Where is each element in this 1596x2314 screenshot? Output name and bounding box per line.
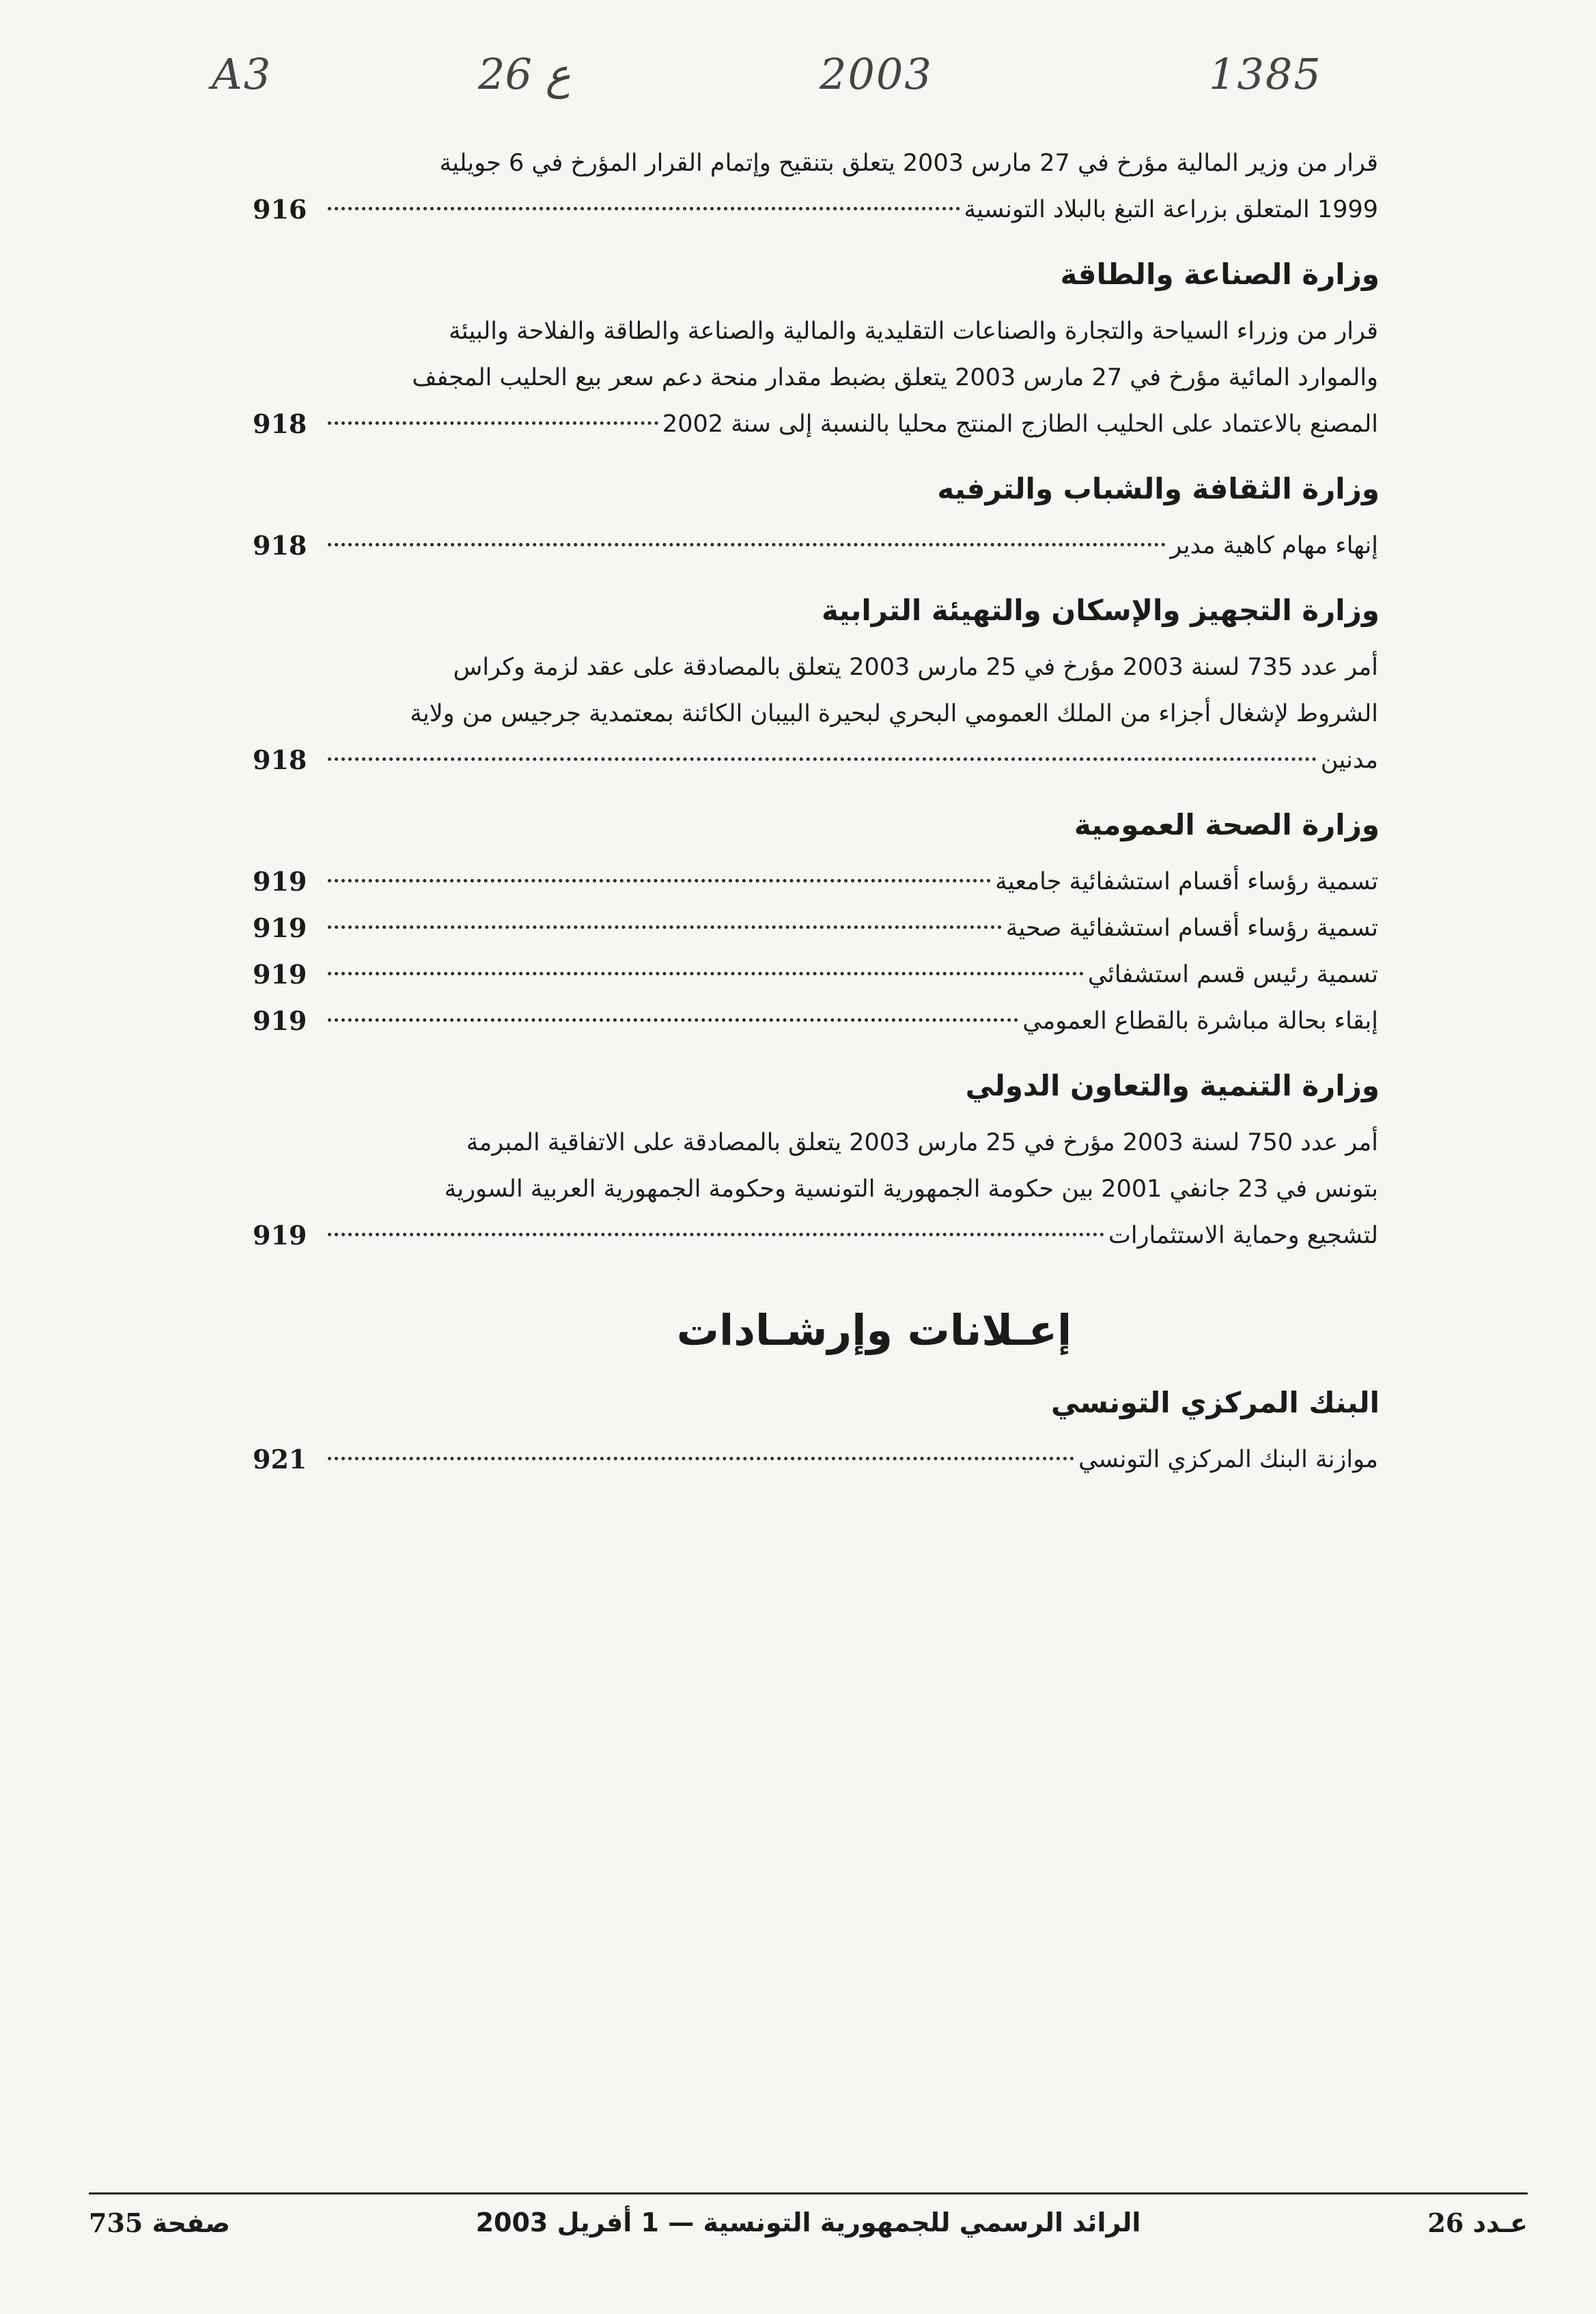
page-number: 919 (253, 959, 307, 990)
section-title-development: وزارة التنمية والتعاون الدولي (965, 1069, 1380, 1102)
toc-entry-culture[interactable] (253, 522, 1380, 569)
leader-dots (328, 542, 1166, 546)
page-number: 918 (253, 530, 307, 561)
toc-entry-health-4[interactable] (253, 998, 1380, 1044)
entry-text-last-line: إنهاء مهام كاهية مدير (1170, 532, 1378, 559)
entry-text-last-line: موازنة البنك المركزي التونسي (1078, 1446, 1378, 1473)
leader-dots (328, 1018, 1018, 1022)
leader-dots (328, 757, 1317, 761)
toc-entry-industry[interactable] (253, 308, 1380, 447)
entry-text-line: أمر عدد 750 لسنة 2003 مؤرخ في 25 مارس 2003 يتعلق بالمصادقة على الاتفاقية المبرمة (466, 1129, 1378, 1156)
handwritten-note-number: 1385 (1209, 49, 1322, 99)
toc-entry-central-bank[interactable] (253, 1436, 1380, 1483)
handwritten-note-year: 2003 (820, 49, 933, 99)
footer-page-number: 735 (89, 2207, 143, 2238)
handwritten-note-issue: 26 ع (478, 49, 571, 99)
entry-text-last-line: تسمية رئيس قسم استشفائي (1087, 961, 1378, 988)
page-number: 919 (253, 912, 307, 943)
section-title-central-bank: البنك المركزي التونسي (1051, 1386, 1380, 1419)
entry-text-line: والموارد المائية مؤرخ في 27 مارس 2003 يتعلق بضبط مقدار منحة دعم سعر بيع الحليب المجفف (412, 364, 1378, 391)
entry-text-last-line: تسمية رؤساء أقسام استشفائية جامعية (995, 868, 1378, 895)
leader-dots (328, 421, 658, 425)
footer-page-label: صفحة (152, 2208, 231, 2238)
entry-text-line: الشروط لإشغال أجزاء من الملك العمومي البحري لبحيرة البيبان الكائنة بمعتمدية جرجيس من ولاية (410, 700, 1378, 727)
entry-text-line: أمر عدد 735 لسنة 2003 مؤرخ في 25 مارس 2003 يتعلق بالمصادقة على عقد لزمة وكراس (453, 654, 1378, 681)
footer-publication: الرائد الرسمي للجمهورية التونسية — 1 أفريل 2003 (475, 2207, 1141, 2238)
toc-entry-health-3[interactable] (253, 951, 1380, 998)
entry-text-last-line: تسمية رؤساء أقسام استشفائية صحية (1005, 915, 1378, 942)
page-number: 919 (253, 1005, 307, 1036)
section-title-equipment: وزارة التجهيز والإسكان والتهيئة الترابية (822, 594, 1380, 627)
leader-dots (328, 1232, 1104, 1236)
entry-text-last-line: لتشجيع وحماية الاستثمارات (1108, 1222, 1378, 1249)
entry-text-last-line: إبقاء بحالة مباشرة بالقطاع العمومي (1022, 1007, 1378, 1035)
leader-dots (328, 1456, 1074, 1460)
toc-entry-equipment[interactable] (253, 644, 1380, 783)
page-number: 919 (253, 1220, 307, 1251)
toc-entry-finance[interactable] (253, 140, 1380, 233)
toc-entry-health-2[interactable] (253, 905, 1380, 951)
leader-dots (328, 925, 1002, 929)
footer-issue-number: 26 (1427, 2207, 1464, 2238)
toc-entry-health-1[interactable] (253, 859, 1380, 905)
section-title-culture: وزارة الثقافة والشباب والترفيه (937, 472, 1380, 505)
page-number: 921 (253, 1444, 307, 1475)
leader-dots (328, 878, 991, 882)
entry-text-line: بتونس في 23 جانفي 2001 بين حكومة الجمهورية التونسية وحكومة الجمهورية العربية السورية (444, 1175, 1378, 1203)
entry-text-last-line: المصنع بالاعتماد على الحليب الطازج المنتج محليا بالنسبة إلى سنة 2002 (662, 410, 1378, 438)
page-footer (89, 2207, 1528, 2248)
table-of-contents (253, 140, 1380, 1483)
leader-dots (328, 206, 960, 210)
entry-text-last-line: مدنين (1320, 747, 1378, 774)
page-number: 919 (253, 866, 307, 897)
footer-divider (89, 2192, 1528, 2194)
entry-text-last-line: 1999 المتعلق بزراعة التبغ بالبلاد التونسية (964, 196, 1378, 223)
leader-dots (328, 971, 1084, 975)
page-number: 916 (253, 194, 307, 225)
page-number: 918 (253, 744, 307, 775)
section-title-industry: وزارة الصناعة والطاقة (1060, 257, 1380, 291)
entry-text-line: قرار من وزير المالية مؤرخ في 27 مارس 2003 يتعلق بتنقيح وإتمام القرار المؤرخ في 6 جويلية (439, 150, 1378, 177)
footer-page (89, 2207, 230, 2238)
page-number: 918 (253, 408, 307, 439)
footer-issue-label: عـدد (1472, 2208, 1528, 2238)
toc-entry-development[interactable] (253, 1119, 1380, 1259)
entry-text-line: قرار من وزراء السياحة والتجارة والصناعات التقليدية والمالية والصناعة والطاقة والفلاحة والبيئة (449, 318, 1378, 345)
announcements-title: إعـلانات وإرشـادات (676, 1305, 1072, 1355)
handwritten-note-a3: A3 (212, 49, 272, 99)
section-title-health: وزارة الصحة العمومية (1074, 808, 1380, 841)
